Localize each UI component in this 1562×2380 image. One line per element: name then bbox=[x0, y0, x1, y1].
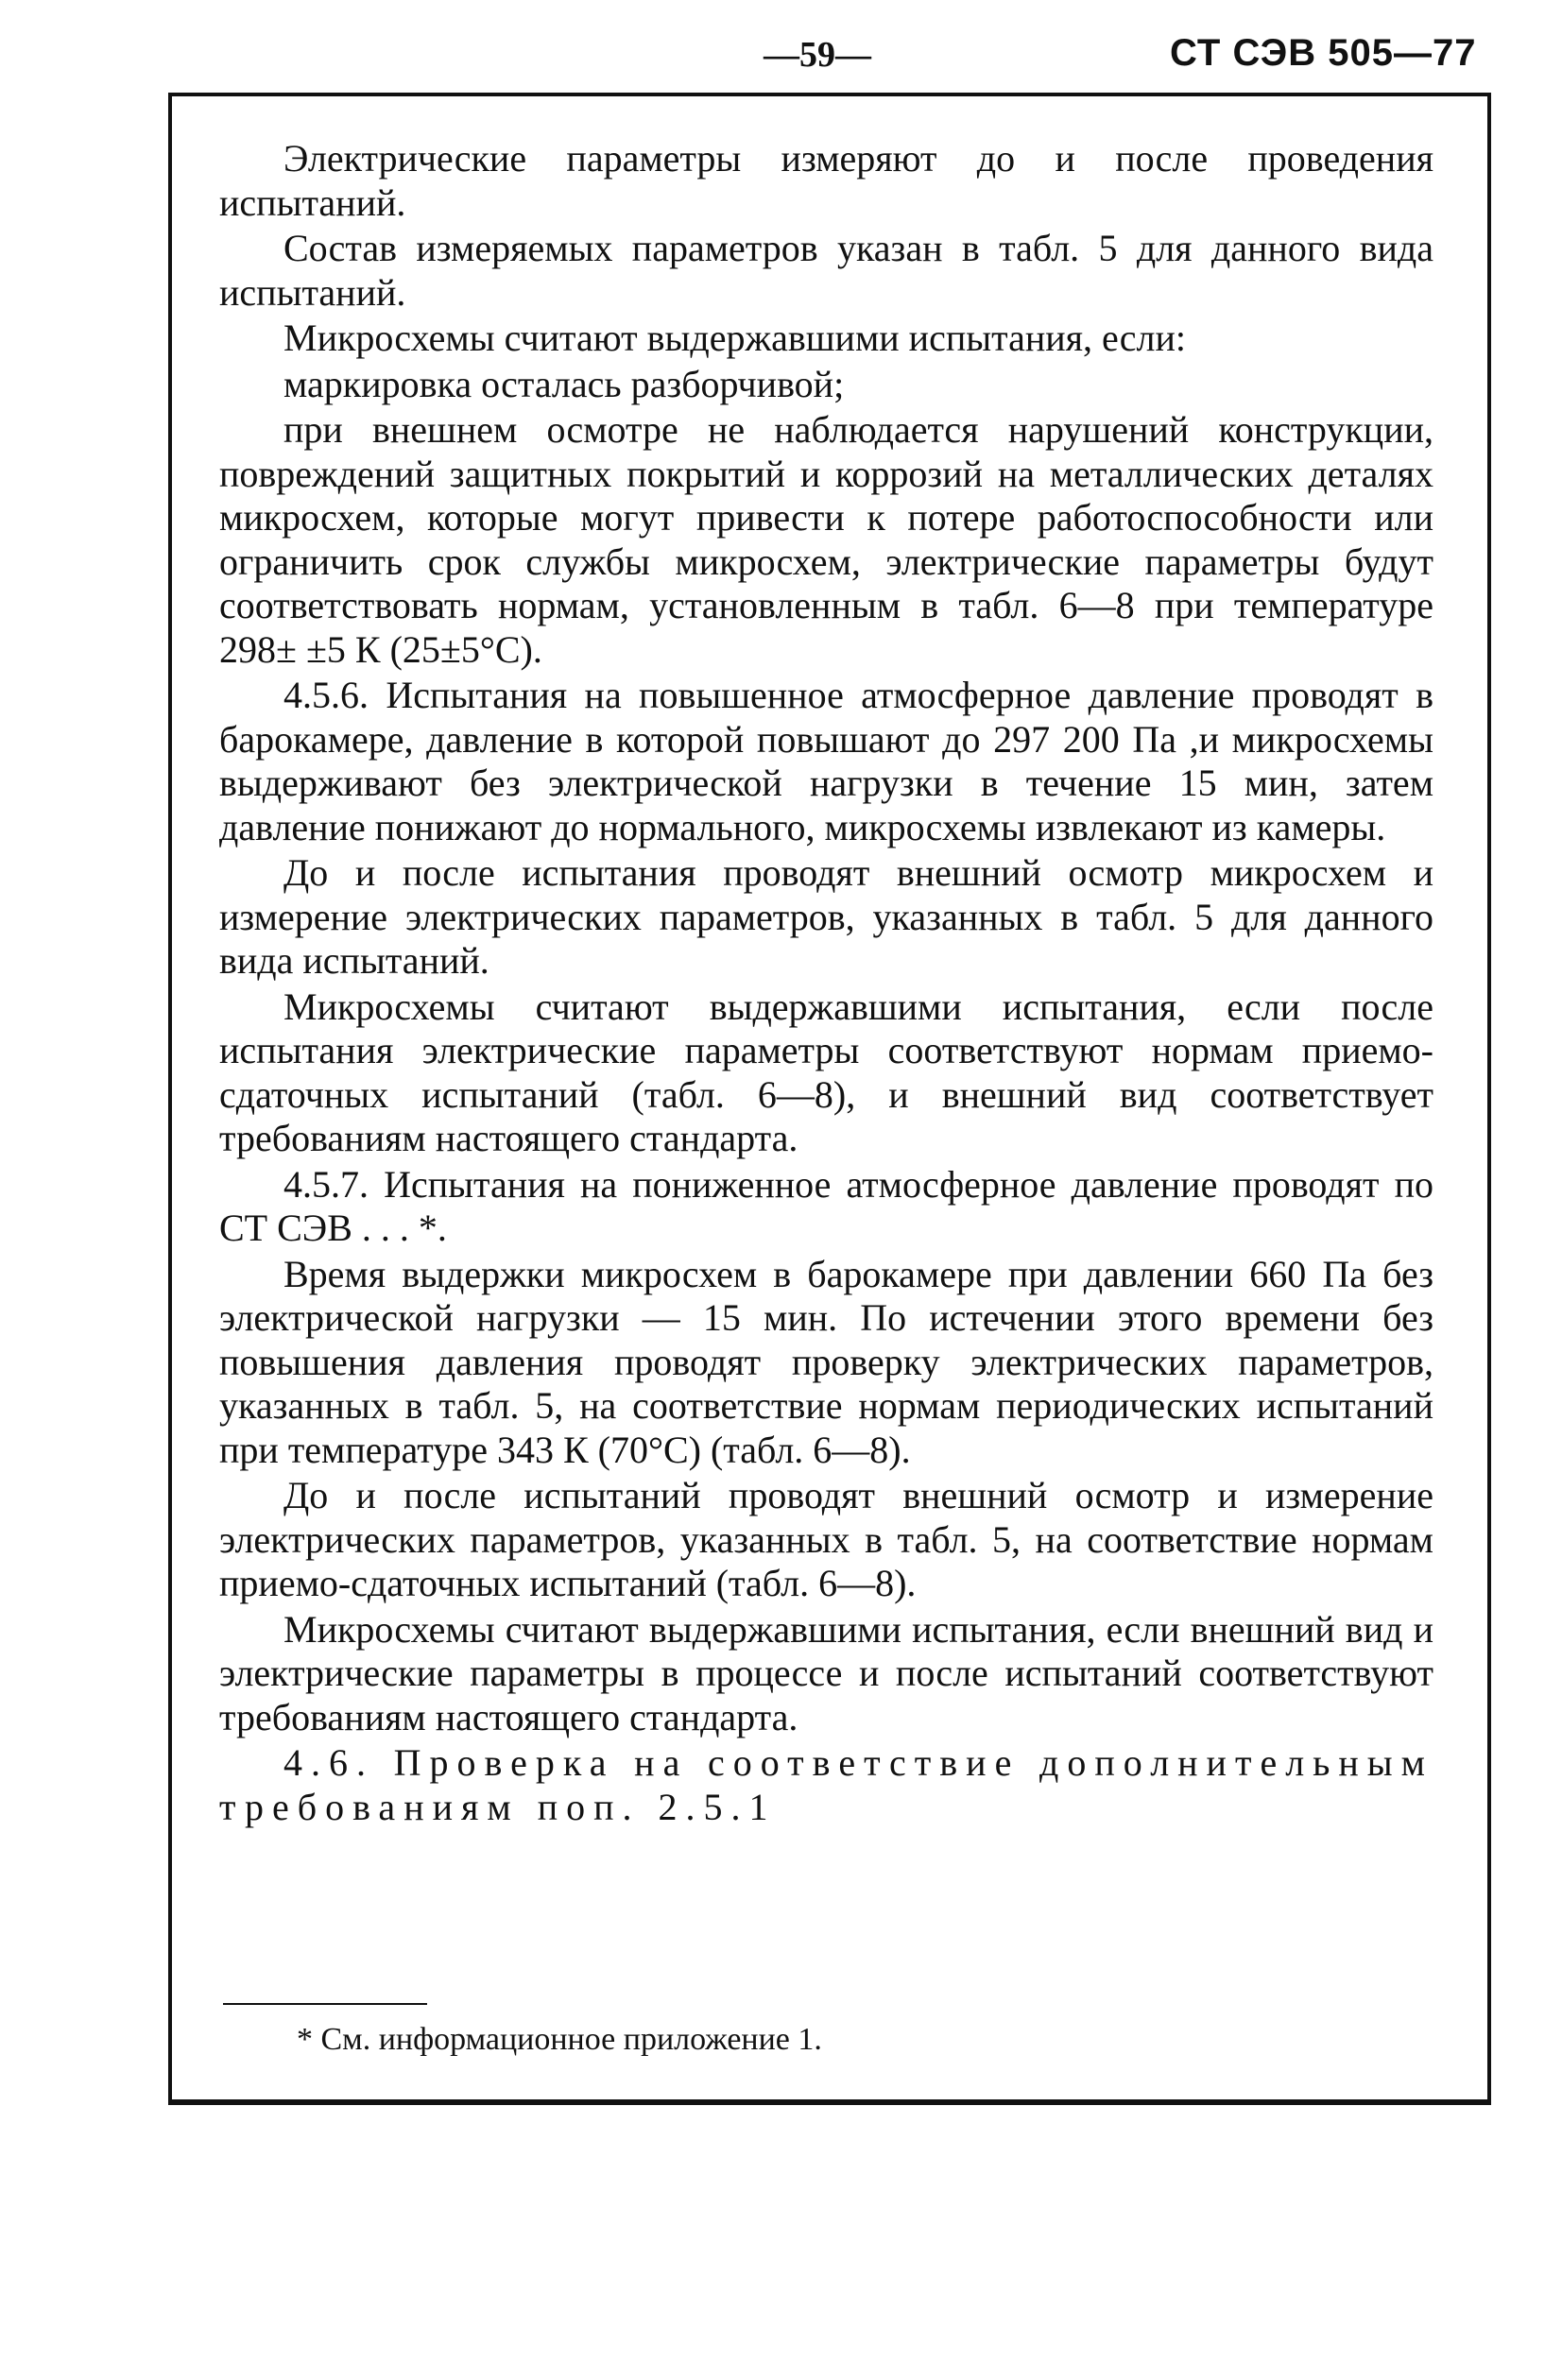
paragraph-11: До и после испытаний проводят внешний осмотр и измерение электрических параметров, указанных в табл. 5, на соответствие нормам приемо-сдаточных испытаний (табл. 6—8). bbox=[219, 1474, 1433, 1604]
frame-bottom-rule bbox=[168, 2099, 1491, 2101]
footnote: * См. информационное приложение 1. bbox=[297, 2022, 822, 2057]
paragraph-6: 4.5.6. Испытания на повышенное атмосферное давление проводят в барокамере, давление в которой повышают до 297 200 Па ,и микросхемы выдерживают без электрической нагрузки в течение 15 мин, затем давление понижают до нормального, микросхемы извлекают из камеры. bbox=[219, 674, 1433, 848]
paragraph-10: Время выдержки микросхем в барокамере при давлении 660 Па без электрической нагрузки — 15 мин. По истечении этого времени без повышения давления проводят проверку электрических параметров, указанных в табл. 5, на соответствие нормам периодических испытаний при температуре 343 К (70°С) (табл. 6—8). bbox=[219, 1252, 1433, 1471]
paragraph-1: Электрические параметры измеряют до и после проведения испытаний. bbox=[219, 137, 1433, 224]
paragraph-8: Микросхемы считают выдержавшими испытания, если после испытания электрические параметры соответствуют нормам приемо-сдаточных испытаний (табл. 6—8), и внешний вид соответствует требованиям настоящего стандарта. bbox=[219, 985, 1433, 1159]
paragraph-2: Состав измеряемых параметров указан в табл. 5 для данного вида испытаний. bbox=[219, 227, 1433, 314]
page-number: —59— bbox=[764, 35, 871, 75]
paragraph-12: Микросхемы считают выдержавшими испытания, если внешний вид и электрические параметры в процессе и после испытаний соответствуют требованиям настоящего стандарта. bbox=[219, 1607, 1433, 1738]
paragraph-7: До и после испытания проводят внешний осмотр микросхем и измерение электрических параметров, указанных в табл. 5 для данного вида испытаний. bbox=[219, 851, 1433, 982]
section-heading: 4.6. Проверка на соответствие дополнительным требованиям поп. 2.5.1 bbox=[219, 1741, 1433, 1828]
paragraph-4: маркировка осталась разборчивой; bbox=[283, 362, 845, 405]
standard-code: СТ СЭВ 505—77 bbox=[1170, 32, 1477, 74]
main-text bbox=[219, 137, 1433, 1831]
paragraph-9: 4.5.7. Испытания на пониженное атмосферное давление проводят по СТ СЭВ . . . *. bbox=[219, 1162, 1433, 1249]
footnote-rule bbox=[223, 2003, 427, 2005]
paragraph-5: при внешнем осмотре не наблюдается нарушений конструкции, повреждений защитных покрытий и коррозий на металлических деталях микросхем, которые могут привести к потере работоспособности или ограничить срок службы микросхем, электрические параметры будут соответствовать нормам, установленным в табл. 6—8 при температуре 298± ±5 К (25±5°С). bbox=[219, 408, 1433, 671]
paragraph-3: Микросхемы считают выдержавшими испытания, если: bbox=[283, 317, 1187, 359]
